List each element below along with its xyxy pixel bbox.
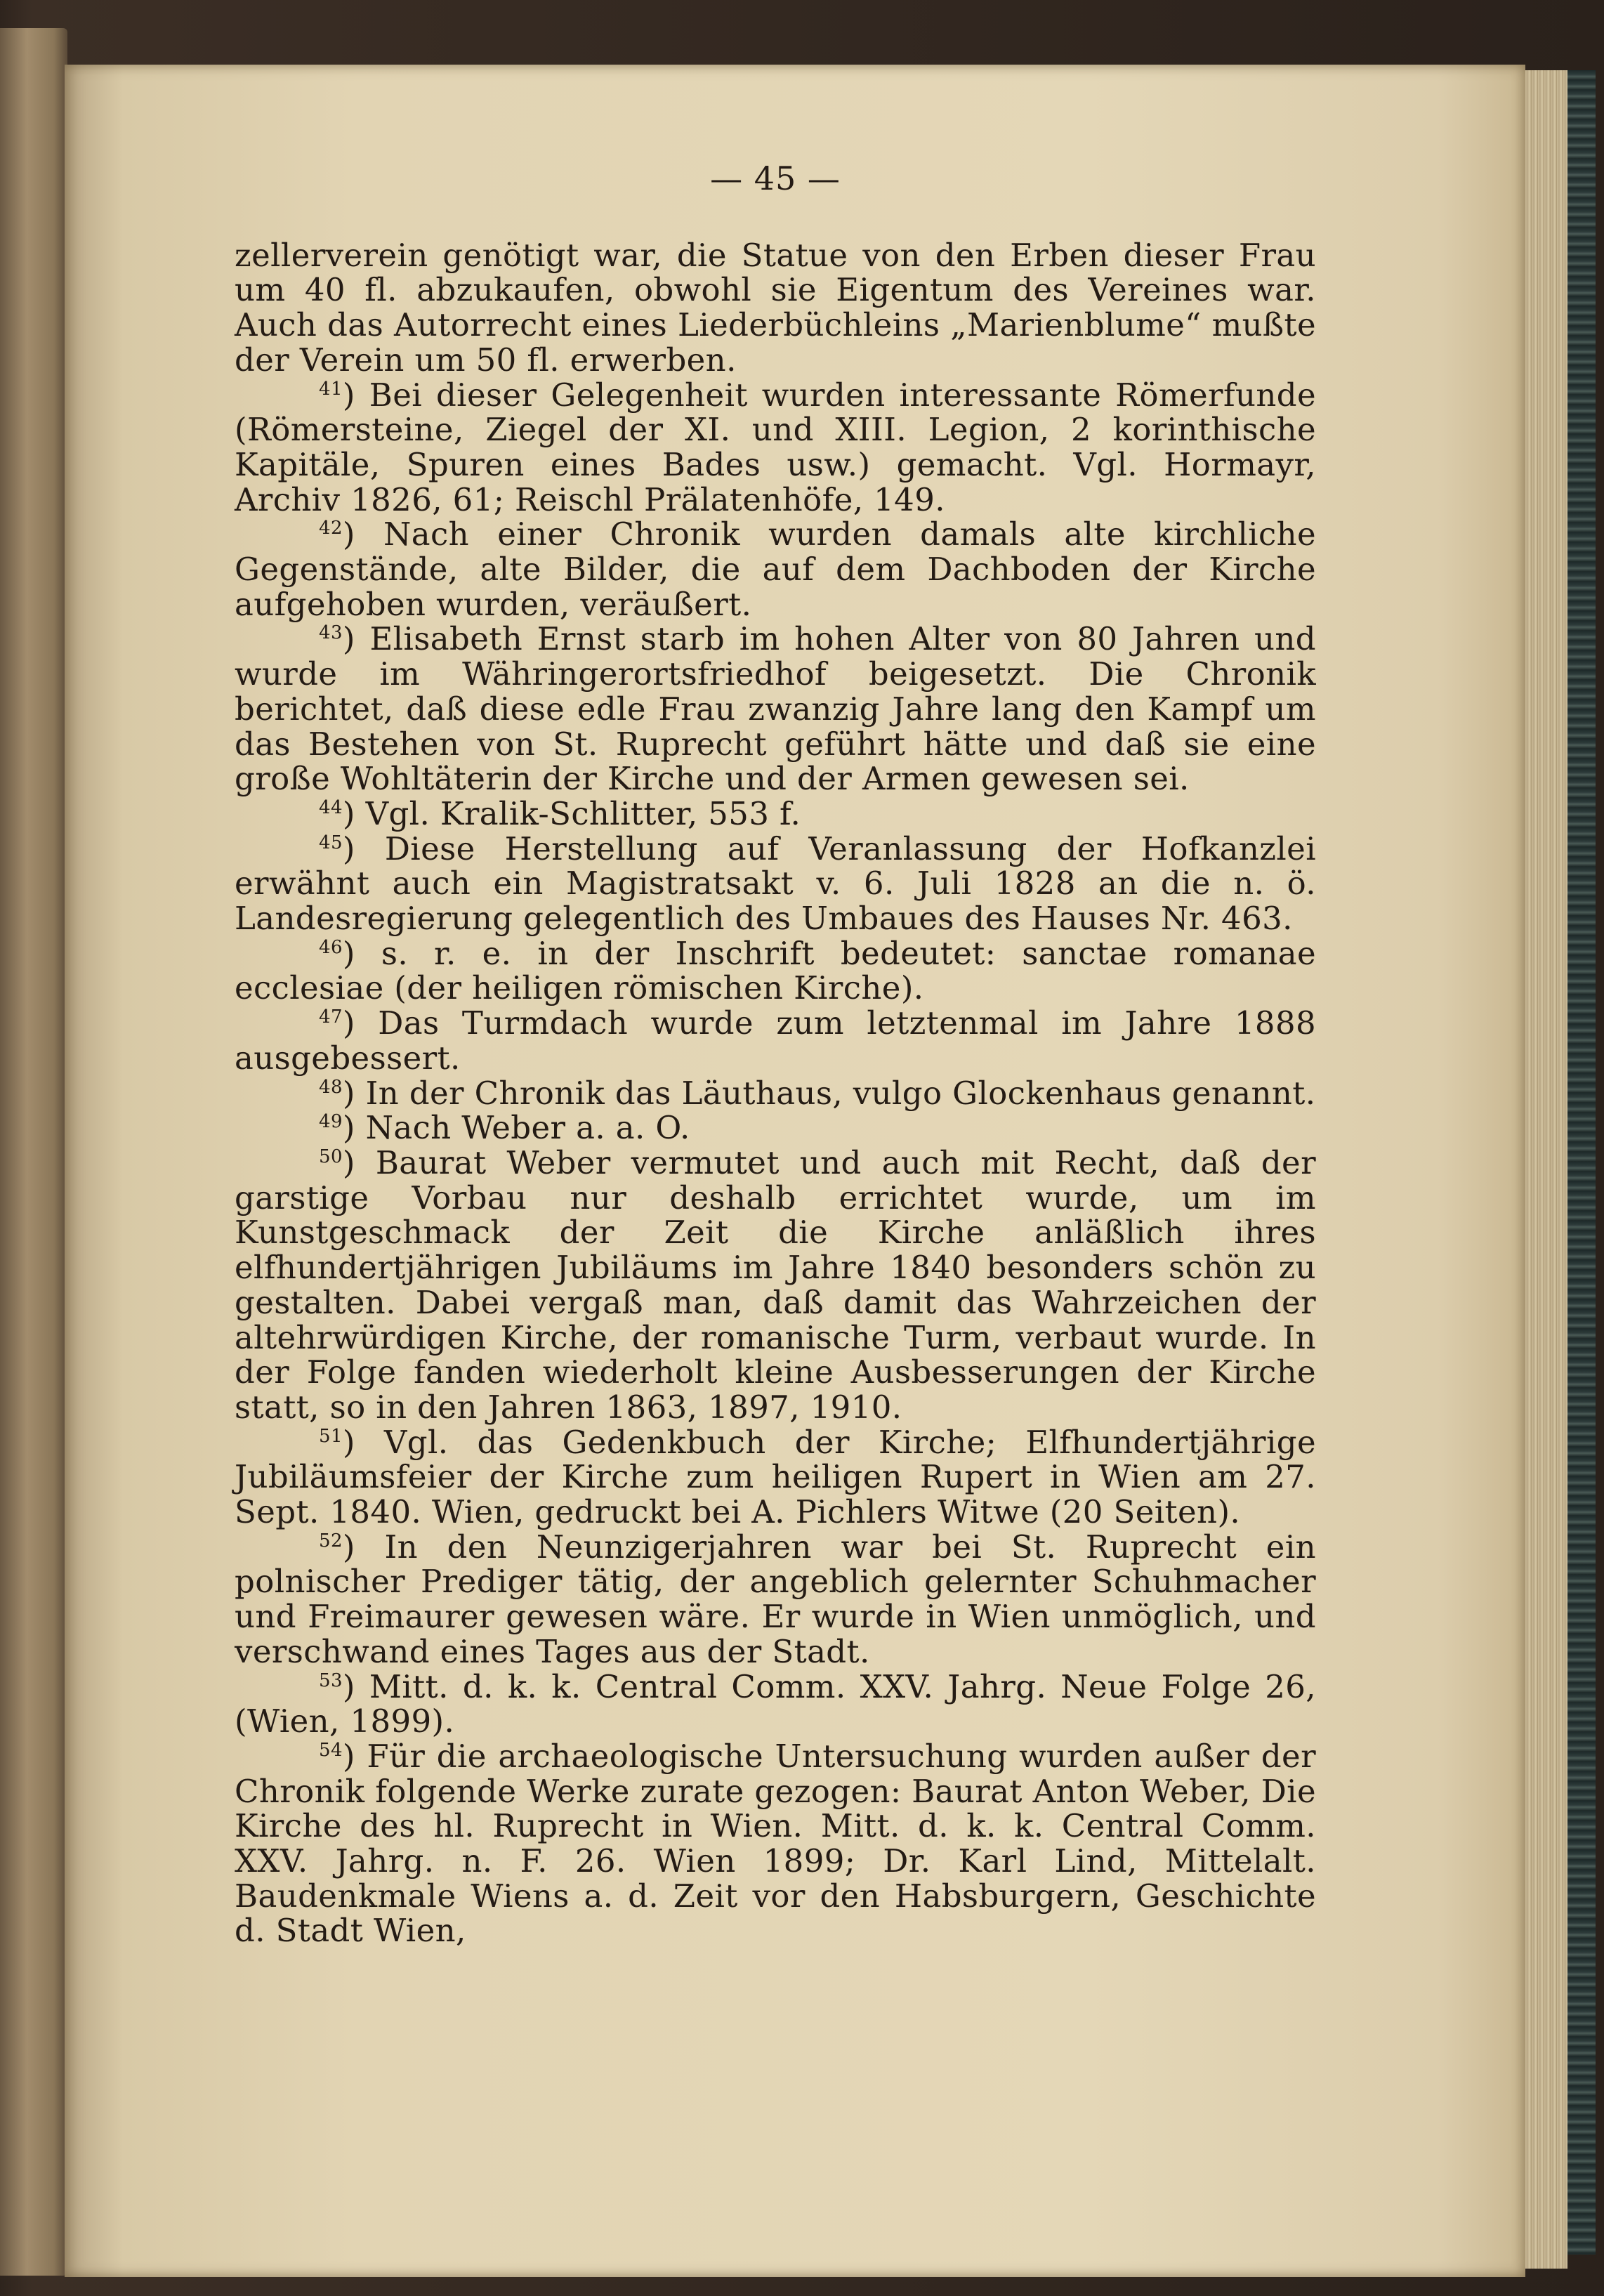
footnote-paren: ) <box>342 1423 384 1461</box>
footnote-number: 47 <box>319 1006 343 1028</box>
footnote-paren: ) <box>342 829 385 867</box>
footnote-number: 43 <box>319 622 343 644</box>
footnote <box>235 1006 1316 1075</box>
footnote-text: In der Chronik das Läuthaus, vulgo Glockenhaus genannt. <box>365 1074 1316 1112</box>
footnote <box>235 1739 1316 1948</box>
footnote-number: 41 <box>319 378 343 400</box>
footnote <box>235 936 1316 1006</box>
footnote-number: 48 <box>319 1076 343 1098</box>
footnote-paren: ) <box>342 516 384 553</box>
footnote-paren: ) <box>342 1109 366 1147</box>
book-cover-edge <box>1567 70 1596 2255</box>
left-page-edge <box>0 28 67 2276</box>
footnote-text: Mitt. d. k. k. Central Comm. XXV. Jahrg. Neue Folge 26, (Wien, 1899). <box>235 1667 1316 1740</box>
footnote-paren: ) <box>342 794 366 832</box>
footnote-text: Bei dieser Gelegenheit wurden interessante Römerfunde (Römersteine, Ziegel der XI. und XIII. Legion, 2 korinthische Kapitäle, Spuren eines Bades usw.) gemacht. Vgl. Hormayr, Archiv 1826, 61; Reischl Prälatenhöfe, 149. <box>235 376 1316 518</box>
footnote-text: s. r. e. in der Inschrift bedeutet: sanctae romanae ecclesiae (der heiligen römischen Kirche). <box>235 934 1316 1007</box>
footnote-paren: ) <box>342 1074 366 1112</box>
footnote-text: Baurat Weber vermutet und auch mit Recht, daß der garstige Vorbau nur deshalb errichtet wurde, um im Kunstgeschmack der Zeit die Kirche anläßlich ihres elfhundertjährigen Jubiläums im Jahre 1840 besonders schön zu gestalten. Dabei vergaß man, daß damit das Wahrzeichen der altehrwürdigen Kirche, der romanische Turm, verbaut wurde. In der Folge fanden wiederholt kleine Ausbesserungen der Kirche statt, so in den Jahren 1863, 1897, 1910. <box>235 1143 1316 1426</box>
footnote-number: 42 <box>319 518 343 539</box>
footnote-paren: ) <box>342 376 369 414</box>
footnote-text: Das Turmdach wurde zum letztenmal im Jahre 1888 ausgebessert. <box>235 1004 1317 1077</box>
footnote-number: 46 <box>319 936 343 958</box>
footnote-paren: ) <box>342 1667 369 1705</box>
footnotes <box>235 378 1316 1949</box>
footnote <box>235 1530 1316 1669</box>
footnote-paren: ) <box>342 1528 385 1566</box>
footnote-paren: ) <box>342 1737 367 1775</box>
footnote <box>235 517 1316 622</box>
intro-paragraph: zellerverein genötigt war, die Statue von den Erben dieser Frau um 40 fl. abzukaufen, obwohl sie Eigentum des Vereines war. Auch das Autorrecht eines Liederbüchleins „Marienblume“ mußte der Verein um 50 fl. erwerben. <box>235 236 1316 379</box>
footnote <box>235 1143 1316 1426</box>
footnote-text: Vgl. das Gedenkbuch der Kirche; Elfhundertjährige Jubiläumsfeier der Kirche zum heiligen Rupert in Wien am 27. Sept. 1840. Wien, gedruckt bei A. Pichlers Witwe (20 Seiten). <box>235 1423 1316 1531</box>
footnote-paren: ) <box>342 1143 376 1181</box>
page-content <box>235 159 1317 1950</box>
footnote-text: Vgl. Kralik-Schlitter, 553 f. <box>365 794 801 832</box>
footnote <box>235 622 1316 796</box>
footnote <box>235 1076 1316 1111</box>
footnote-number: 50 <box>319 1146 343 1167</box>
footnote-number: 54 <box>319 1739 343 1761</box>
footnote-number: 53 <box>319 1669 343 1691</box>
page-stack-edge <box>1525 70 1567 2269</box>
footnote <box>235 1669 1316 1739</box>
footnote-number: 49 <box>319 1111 343 1133</box>
footnote-number: 45 <box>319 832 343 853</box>
footnote-paren: ) <box>342 620 370 658</box>
footnote-text: Für die archaeologische Untersuchung wurden außer der Chronik folgende Werke zurate gezogen: Baurat Anton Weber, Die Kirche des hl. Ruprecht in Wien. Mitt. d. k. k. Central Comm. XXV. Jahrg. n. F. 26. Wien 1899; Dr. Karl Lind, Mittelalt. Baudenkmale Wiens a. d. Zeit vor den Habsburgern, Geschichte d. Stadt Wien, <box>235 1737 1316 1950</box>
footnote-number: 52 <box>319 1530 343 1552</box>
footnote-paren: ) <box>342 934 381 972</box>
footnote <box>235 796 1316 832</box>
footnote-text: Diese Herstellung auf Veranlassung der Hofkanzlei erwähnt auch ein Magistratsakt v. 6. Juli 1828 an die n. ö. Landesregierung gelegentlich des Umbaues des Hauses Nr. 463. <box>235 829 1316 938</box>
footnote-text: Elisabeth Ernst starb im hohen Alter von 80 Jahren und wurde im Währingerortsfriedhof beigesetzt. Die Chronik berichtet, daß diese edle Frau zwanzig Jahre lang den Kampf um das Bestehen von St. Ruprecht geführt hätte und daß sie eine große Wohltäterin der Kirche und der Armen gewesen sei. <box>235 620 1316 798</box>
footnote <box>235 378 1316 518</box>
footnote-text: In den Neunzigerjahren war bei St. Ruprecht ein polnischer Prediger tätig, der angeblich gelernter Schuhmacher und Freimaurer gewesen wäre. Er wurde in Wien unmöglich, und verschwand eines Tages aus der Stadt. <box>235 1528 1316 1670</box>
footnote <box>235 1425 1316 1530</box>
footnote-text: Nach einer Chronik wurden damals alte kirchliche Gegenstände, alte Bilder, die auf dem Dachboden der Kirche aufgehoben wurden, veräußert. <box>235 516 1316 623</box>
footnote-text: Nach Weber a. a. O. <box>365 1109 690 1147</box>
footnote-paren: ) <box>342 1004 379 1042</box>
footnote-number: 51 <box>319 1425 343 1447</box>
footnote <box>235 829 1316 938</box>
footnote-number: 44 <box>319 796 343 818</box>
footnote <box>235 1110 1316 1146</box>
page-number: — 45 — <box>710 159 841 197</box>
